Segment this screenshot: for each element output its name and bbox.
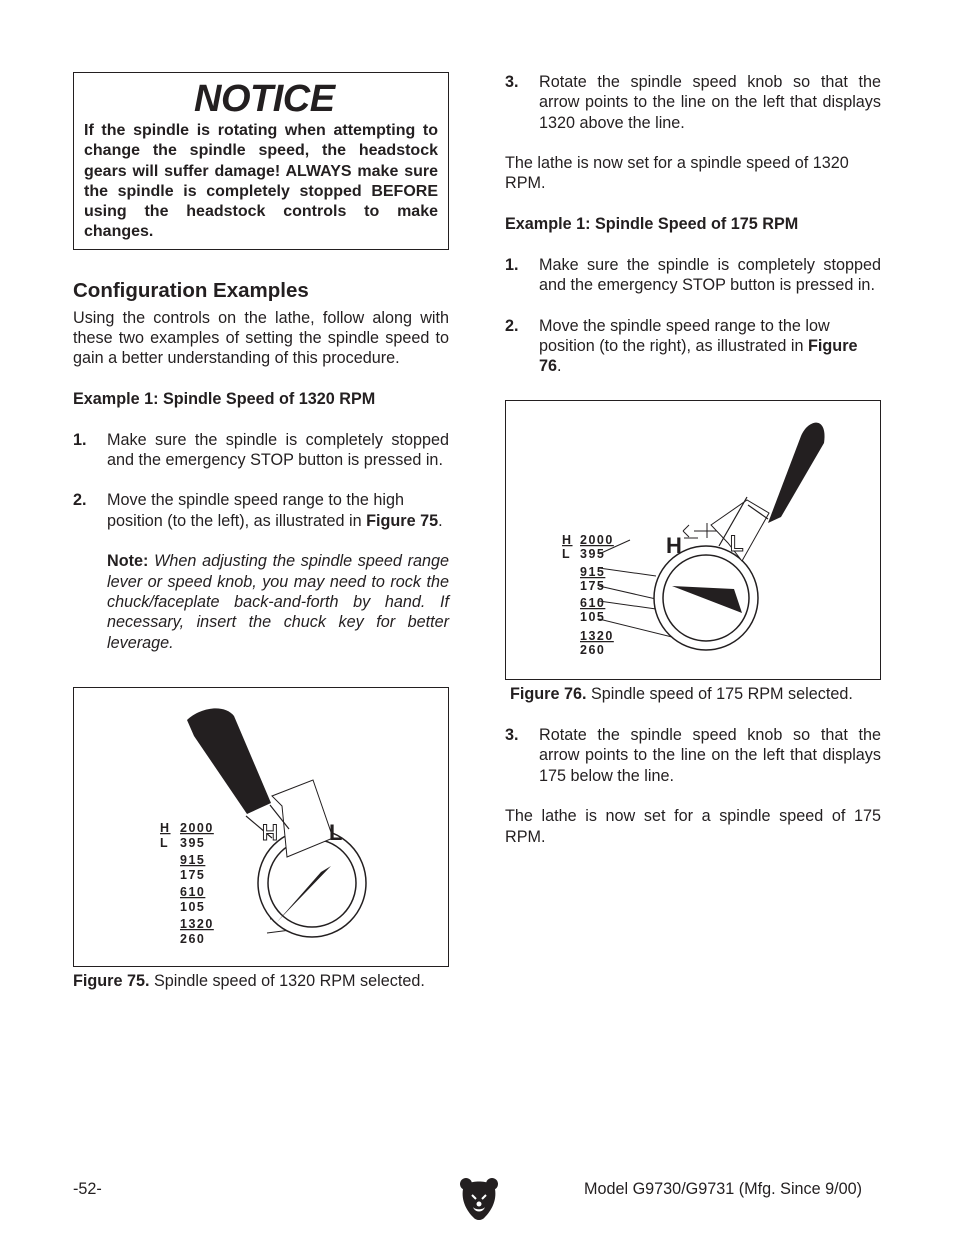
speed-low-4: 260 [180,931,206,946]
step-text: Make sure the spindle is completely stopped and the emergency STOP button is pressed in. [107,430,449,469]
figure-label: Figure 75. [73,971,150,990]
figure75-box [73,687,449,967]
step-text-pre: Move the spindle speed range to the low position (to the right), as illustrated in [539,316,830,355]
range-l-label: L [160,835,170,850]
lever-h-label: H [666,533,682,559]
caption-text: Spindle speed of 175 RPM selected. [586,685,853,704]
example2-step2 [505,316,881,377]
speed-low-1: 395 [180,835,206,850]
speed-high-3: 610 [580,596,606,611]
step-text [539,316,881,377]
model-info: Model G9730/G9731 (Mfg. Since 9/00) [584,1180,863,1198]
bear-head-logo-icon [459,1175,499,1223]
notice-body: If the spindle is rotating when attempting to change the spindle speed, the headstock gears will suffer damage! ALWAYS make sure the spindle is completely stopped BEFORE using the headstock controls to make changes. [84,122,438,241]
lever-l-label: L [730,531,744,557]
step-text-pre: Move the spindle speed range to the high position (to the left), as illustrated in [107,491,404,530]
example2-step1 [505,255,881,296]
example2-step3 [505,725,881,786]
page-number: -52- [73,1180,102,1198]
speed-high-2: 915 [180,852,206,867]
note-paragraph [107,551,449,652]
figure-label: Figure 76. [510,685,587,704]
figure76-box [505,400,881,680]
figure75-dial-illustration [74,688,447,965]
step-number: 1. [73,430,87,449]
step-text: Rotate the spindle speed knob so that the arrow points to the line on the left that displays 175 below the line. [539,726,881,785]
step-number: 1. [505,255,519,274]
speed-high-3: 610 [180,884,206,899]
section-title: Configuration Examples [73,278,309,302]
step-text: Rotate the spindle speed knob so that the arrow points to the line on the left that displays 1320 above the line. [539,73,881,132]
speed-low-4: 260 [580,643,606,658]
step-text-post: . [557,357,562,376]
step-number: 2. [505,316,519,335]
caption-text: Spindle speed of 1320 RPM selected. [149,971,425,990]
note-text: When adjusting the spindle speed range lever or speed knob, you may need to rock the chuck/faceplate back-and-forth by hand. If necessary, insert the chuck key for better leverage. [107,552,449,652]
speed-high-1: 2000 [180,820,214,835]
step-text: Make sure the spindle is completely stopped and the emergency STOP button is pressed in. [539,255,881,294]
example1-step2 [73,490,449,652]
speed-high-4: 1320 [580,629,614,644]
notice-box [73,72,449,250]
speed-high-4: 1320 [180,916,214,931]
figure-reference[interactable]: Figure 76 [539,336,858,376]
speed-high-1: 2000 [580,533,614,548]
step-text-post: . [438,511,443,530]
figure75-caption [73,971,449,991]
range-h-label: H [160,820,171,835]
left-column [73,72,449,991]
lever-h-label: H [262,819,278,845]
speed-low-3: 105 [580,610,606,625]
figure76-caption [505,684,881,704]
example1-step1 [73,430,449,471]
range-h-label: H [562,533,573,548]
example1-result: The lathe is now set for a spindle speed of 1320 RPM. [505,154,849,193]
range-l-label: L [562,547,572,562]
note-label: Note: [107,552,149,571]
right-column [505,72,881,847]
speed-low-2: 175 [180,867,206,882]
example1-heading: Example 1: Spindle Speed of 1320 RPM [73,389,376,408]
example2-result: The lathe is now set for a spindle speed of 175 RPM. [505,807,881,846]
speed-low-2: 175 [580,579,606,594]
intro-paragraph: Using the controls on the lathe, follow along with these two examples of setting the spindle speed to gain a better understanding of this procedure. [73,308,449,368]
notice-title: NOTICE [194,78,335,120]
example2-heading: Example 1: Spindle Speed of 175 RPM [505,215,799,234]
lever-l-label: L [329,819,343,845]
step-number: 2. [73,491,87,510]
step-text [107,490,449,531]
figure-reference[interactable]: Figure 75 [366,511,439,530]
speed-high-2: 915 [580,565,606,580]
step-number: 3. [505,726,519,745]
step-number: 3. [505,73,519,91]
speed-low-3: 105 [180,899,206,914]
example1-step3 [505,72,881,133]
speed-low-1: 395 [580,547,606,562]
figure76-dial-illustration [506,401,879,678]
